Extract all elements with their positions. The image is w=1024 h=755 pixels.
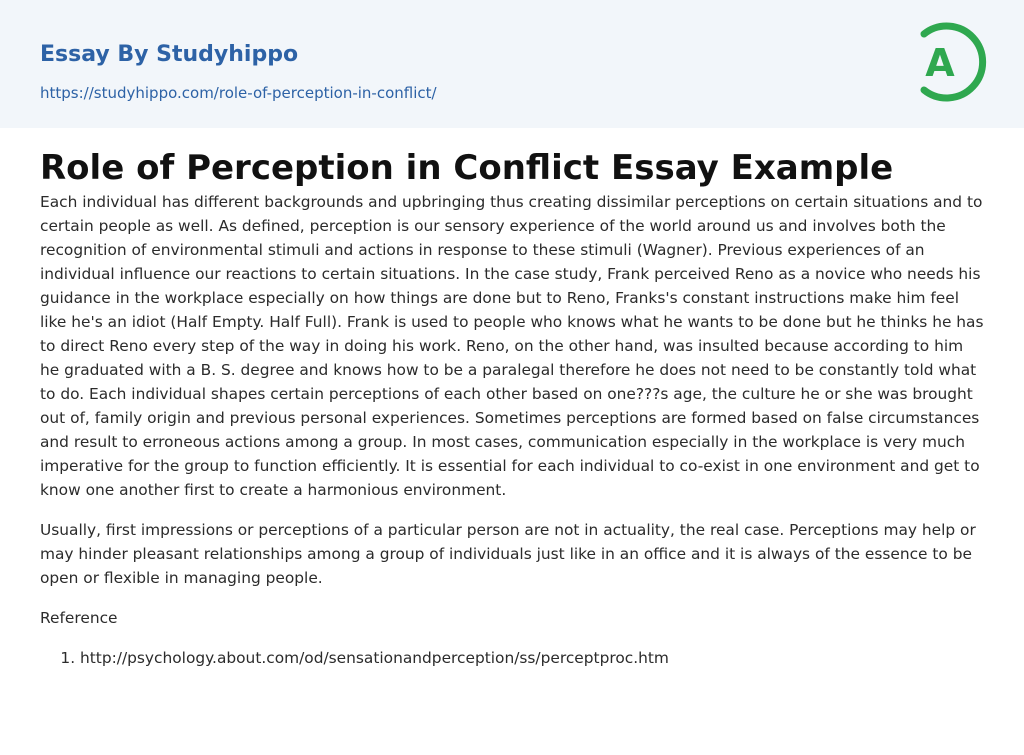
reference-list [40,646,986,670]
site-header [0,0,1024,128]
logo-letter: A [925,41,955,85]
article [40,146,986,670]
paragraph-1: Each individual has different backgrounds and upbringing thus creating dissimilar perceptions on certain situations and to certain people as well. As defined, perception is our sensory experience of the world around us and involves both the recognition of environmental stimuli and actions in response to these stimuli (Wagner). Previous experiences of an individual influence our reactions to certain situations. In the case study, Frank perceived Reno as a novice who needs his guidance in the workplace especially on how things are done but to Reno, Franks's constant instructions make him feel like he's an idiot (Half Empty. Half Full). Frank is used to people who knows what he wants to be done but he thinks he has to direct Reno every step of the way in doing his work. Reno, on the other hand, was insulted because according to him he graduated with a B. S. degree and knows how to be a paralegal therefore he does not need to be constantly told what to do. Each individual shapes certain perceptions of each other based on one???s age, the culture he or she was brought out of, family origin and previous personal experiences. Sometimes perceptions are formed based on false circumstances and result to erroneous actions among a group. In most cases, communication especially in the workplace is very much imperative for the group to function efficiently. It is essential for each individual to co-exist in one environment and get to know one another first to create a harmonious environment. [40,193,984,499]
reference-heading: Reference [40,609,118,627]
site-brand[interactable]: Essay By Studyhippo [40,42,299,67]
studyhippo-logo-icon[interactable] [906,18,994,106]
paragraph-2: Usually, first impressions or perceptions of a particular person are not in actuality, the real case. Perceptions may help or may hinder pleasant relationships among a group of individuals just like in an office and it is always of the essence to be open or flexible in managing people. [40,521,976,587]
reference-item-1[interactable]: 1. http://psychology.about.com/od/sensationandperception/ss/perceptproc.htm [80,646,986,670]
page-title: Role of Perception in Conflict Essay Example [40,148,894,188]
page-url-link[interactable]: https://studyhippo.com/role-of-perception-in-conflict/ [40,84,437,102]
